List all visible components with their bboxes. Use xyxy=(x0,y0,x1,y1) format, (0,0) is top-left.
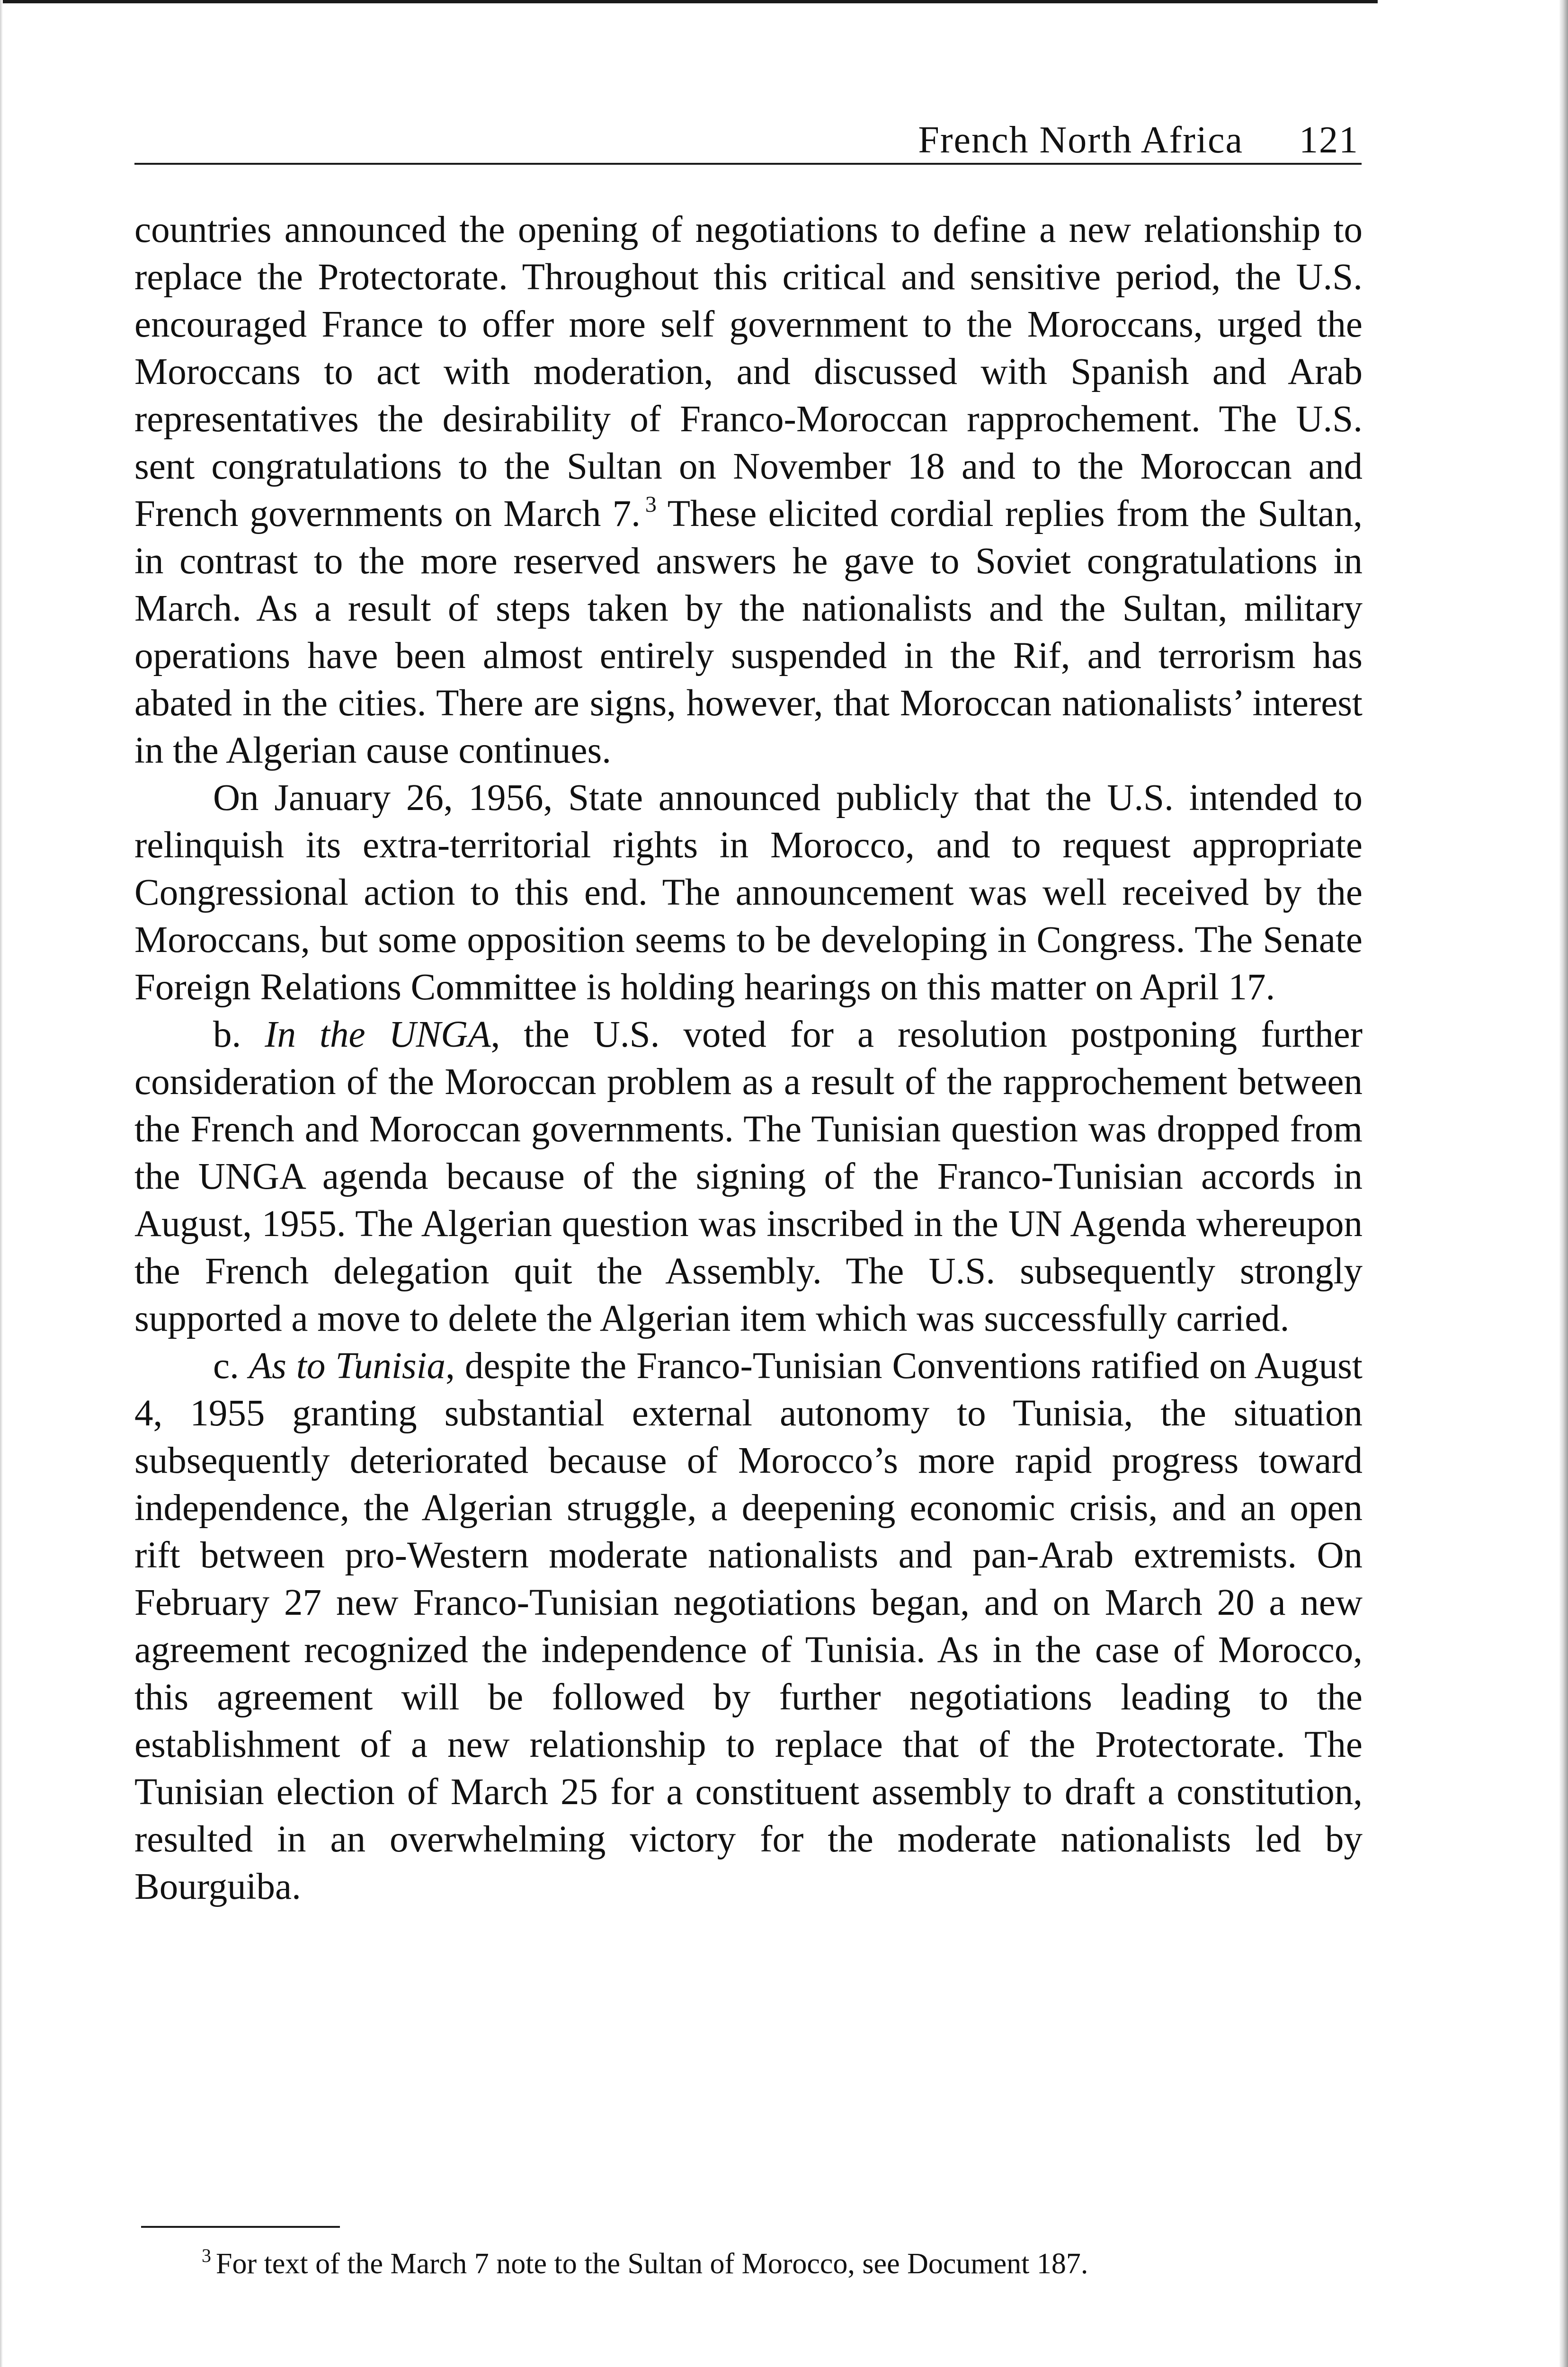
footnote-text: For text of the March 7 note to the Sultan of Morocco, see Document 187. xyxy=(216,2248,1088,2280)
running-head-title: French North Africa xyxy=(918,119,1243,161)
footnote-rule xyxy=(141,2226,340,2228)
page-right-edge xyxy=(1559,0,1568,2367)
footnote-mark: 3 xyxy=(202,2245,211,2266)
page-top-border xyxy=(0,0,1378,3)
page-number: 121 xyxy=(1299,119,1359,161)
running-head xyxy=(134,112,1362,165)
footnote-reference-3: 3 xyxy=(645,492,657,517)
paragraph-b xyxy=(134,1011,1363,1343)
paragraph-c-label: c. xyxy=(213,1345,249,1387)
page-left-edge xyxy=(0,0,3,2367)
paragraph-b-label: b. xyxy=(213,1014,265,1055)
footnote xyxy=(202,2245,1357,2283)
paragraph-c-text: , despite the Franco-Tunisian Conventions ratified on August 4, 1955 granting substantial external autonomy to Tunisia, the situation subsequently deteriorated because of Morocco’s more rapid progress toward independence, the Algerian struggle, a deepening economic crisis, and an open rift between pro-Western moderate nationalists and pan-Arab extremists. On February 27 new Franco-Tunisian negotiations began, and on March 20 a new agreement recognized the independence of Tunisia. As in the case of Morocco, this agreement will be followed by further negotiations leading to the establishment of a new relationship to replace that of the Protectorate. The Tunisian election of March 25 for a constituent assembly to draft a constitution, resulted in an overwhelming victory for the moderate nationalists led by Bourguiba. xyxy=(134,1345,1363,1907)
paragraph-c xyxy=(134,1343,1363,1911)
paragraph-1 xyxy=(134,206,1363,774)
paragraph-2-text: On January 26, 1956, State announced publicly that the U.S. intended to relinquish its extra-territorial rights in Morocco, and to request appropriate Congressional action to this end. The announcement was well received by the Moroccans, but some opposition seems to be developing in Congress. The Senate Foreign Relations Committee is holding hearings on this matter on April 17. xyxy=(134,777,1363,1008)
paragraph-1-text-a: countries announced the opening of negotiations to define a new relationship to replace the Protectorate. Throughout this critical and sensitive period, the U.S. encouraged France to offer more self government to the Moroccans, urged the Moroccans to act with moderation, and discussed with Spanish and Arab representatives the desirability of Franco-Moroccan rapprochement. The U.S. sent congratulations to the Sultan on November 18 and to the Moroccan and French governments on March 7. xyxy=(134,209,1363,534)
paragraph-b-text: , the U.S. voted for a resolution postponing further consideration of the Moroccan problem as a result of the rapprochement between the French and Moroccan governments. The Tunisian question was dropped from the UNGA agenda because of the signing of the Franco-Tunisian accords in August, 1955. The Algerian question was inscribed in the UN Agenda whereupon the French delegation quit the Assembly. The U.S. subsequently strongly supported a move to delete the Algerian item which was successfully carried. xyxy=(134,1014,1363,1339)
paragraph-1-text-b: These elicited cordial replies from the Sultan, in contrast to the more reserved answers he gave to Soviet congratulations in March. As a result of steps taken by the nationalists and the Sultan, military operations have been almost entirely suspended in the Rif, and terrorism has abated in the cities. There are signs, however, that Moroccan nationalists’ interest in the Algerian cause continues. xyxy=(134,493,1363,771)
paragraph-2 xyxy=(134,774,1363,1011)
paragraph-b-italic-heading: In the UNGA xyxy=(265,1014,491,1055)
body-text xyxy=(134,206,1363,1911)
paragraph-c-italic-heading: As to Tunisia xyxy=(249,1345,446,1387)
